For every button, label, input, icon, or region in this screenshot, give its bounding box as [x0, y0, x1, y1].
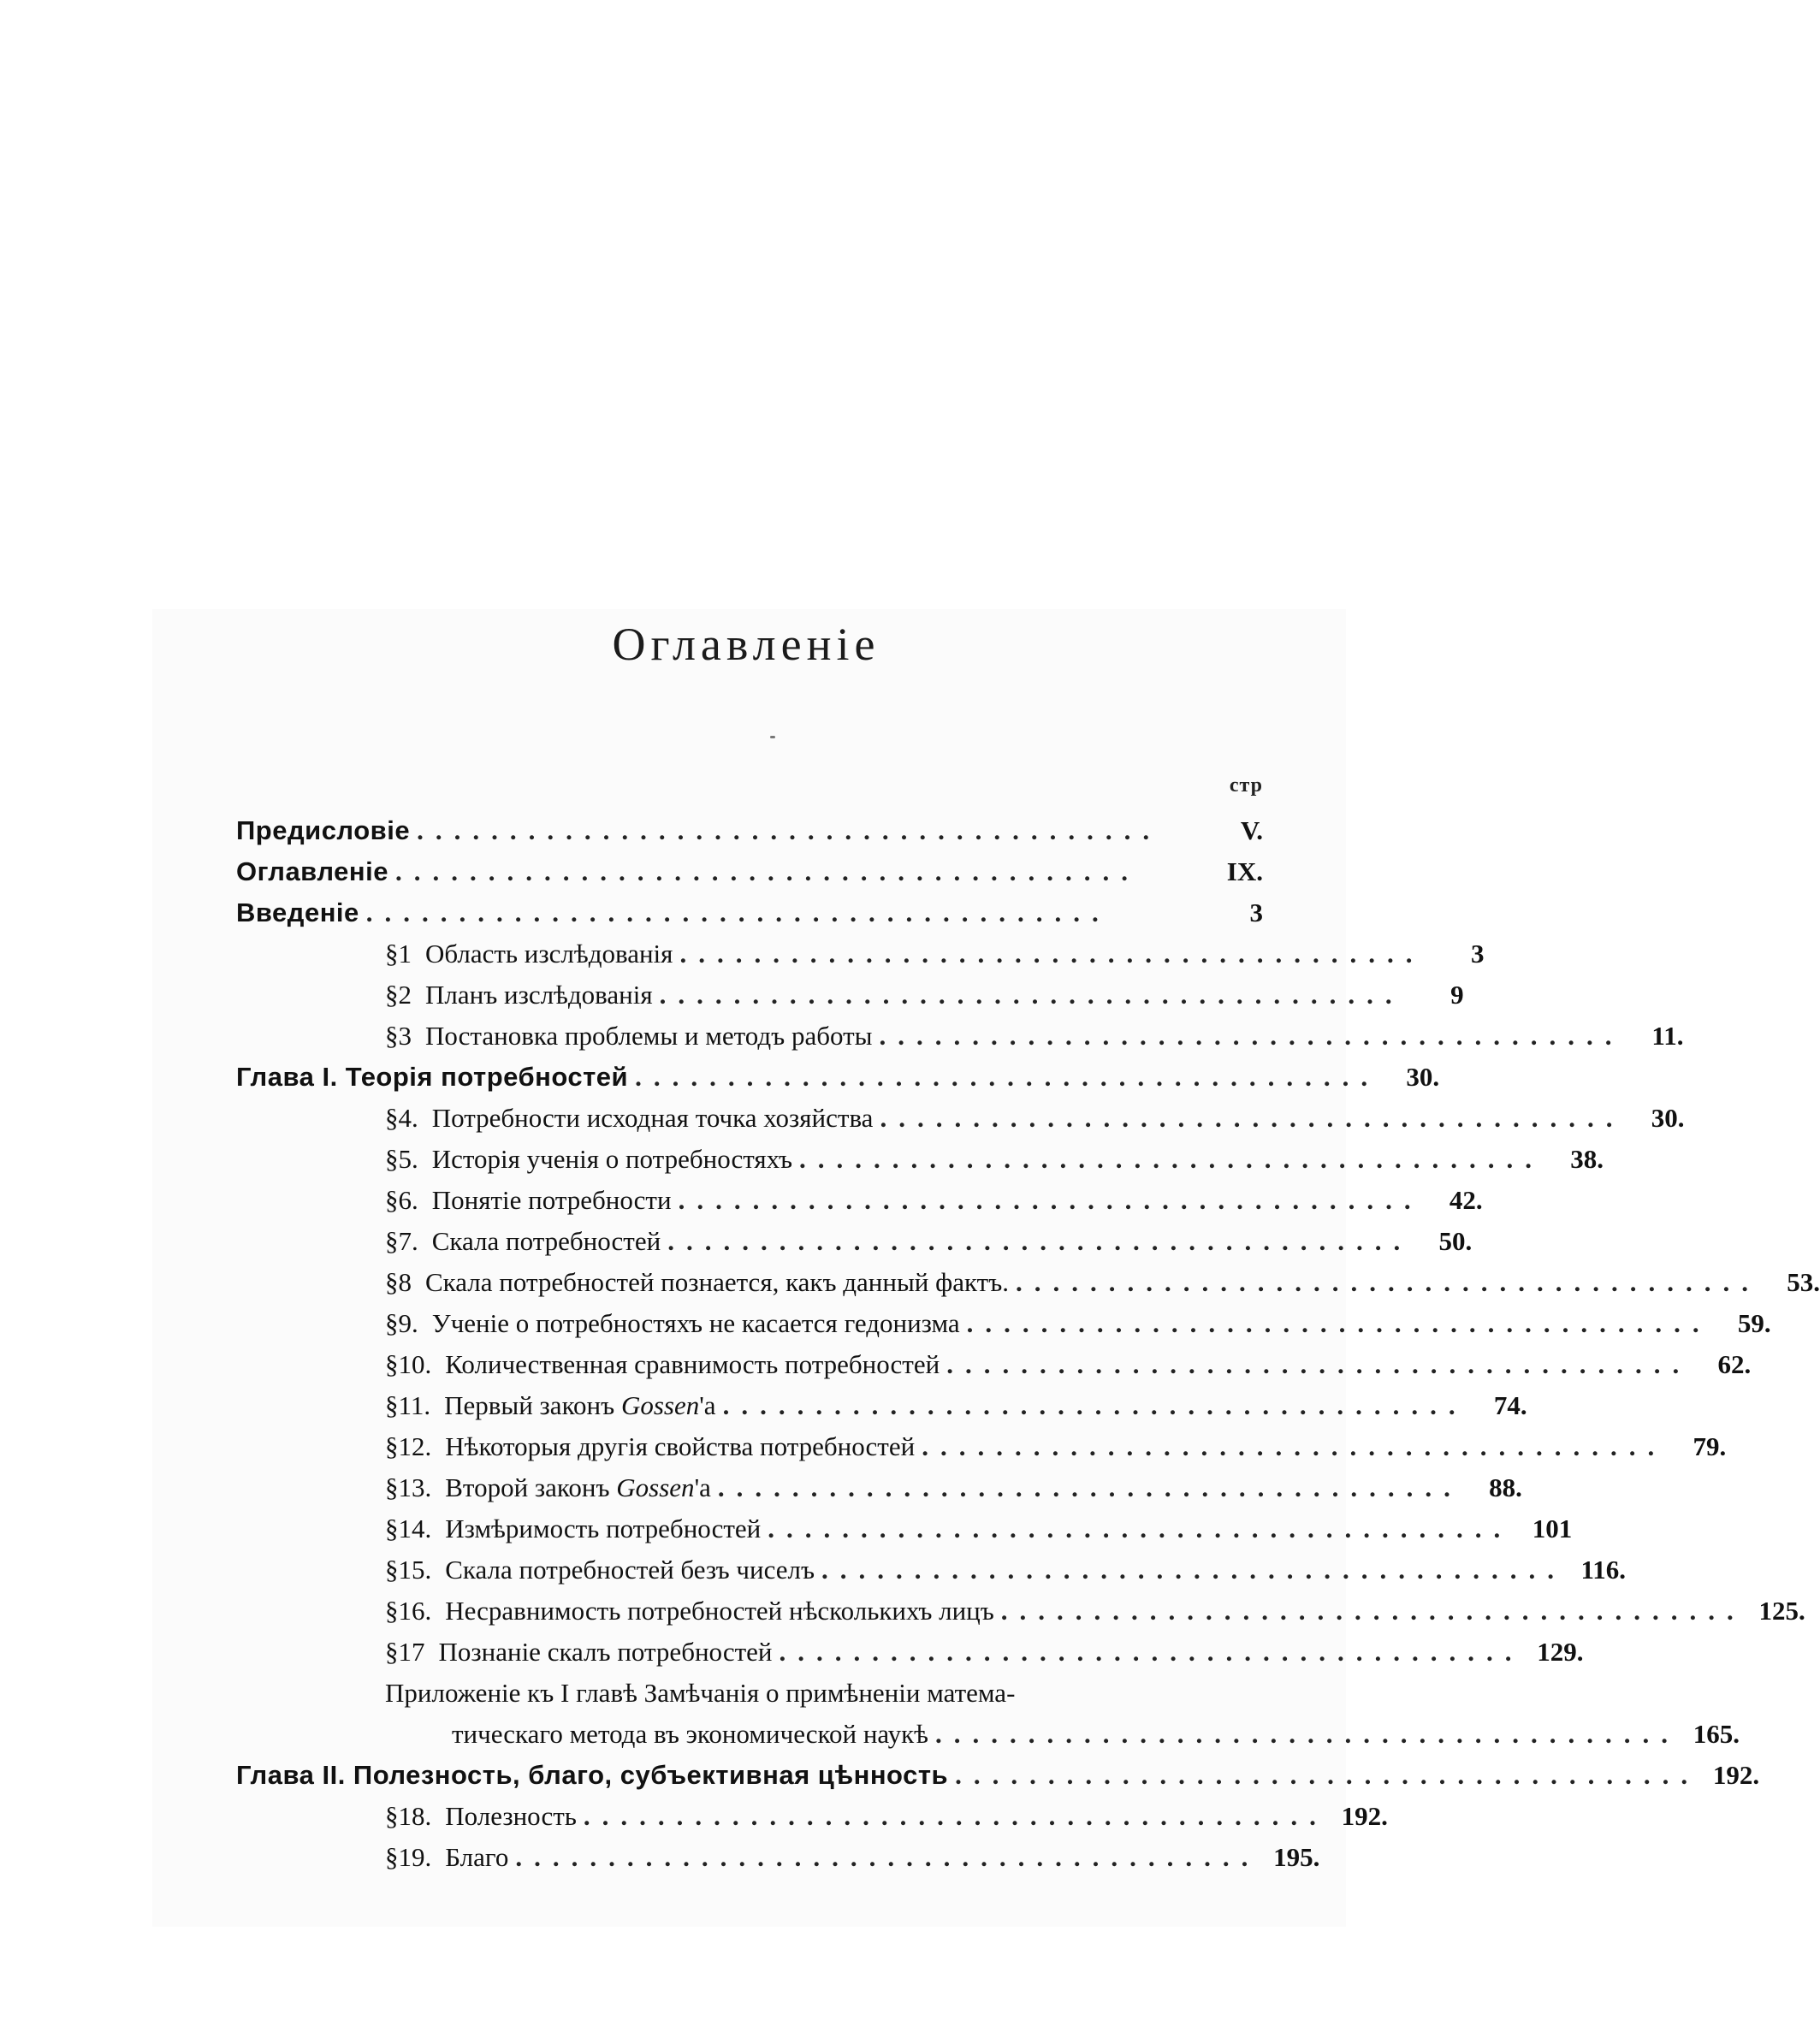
section-number: 10. [398, 1349, 432, 1379]
toc-entry-introduction[interactable] [236, 892, 1263, 933]
toc-entry-label: Второй законъ [445, 1472, 610, 1502]
section-sign: § [385, 1103, 399, 1133]
toc-entry-section-4[interactable] [385, 1098, 1685, 1139]
toc-page-number: IX. [1226, 856, 1263, 886]
dot-leader: ........................................ [717, 1472, 1462, 1502]
toc-entry-label: Количественная сравнимость потребностей [445, 1349, 940, 1379]
toc-entry-appendix-line1[interactable]: Приложеніе къ I главѣ Замѣчанія о примѣненіи матема- [385, 1678, 1016, 1708]
section-sign: § [385, 1021, 399, 1051]
dot-leader: ........................................ [394, 856, 1140, 886]
dot-leader: ........................................ [1015, 1267, 1760, 1297]
dot-leader: ........................................ [365, 898, 1111, 927]
toc-entry-label: Измѣримость потребностей [445, 1514, 762, 1543]
toc-entry-label: Глава I. Теорія потребностей [236, 1062, 629, 1092]
dot-leader: ........................................ [935, 1719, 1680, 1749]
dot-leader: ........................................ [879, 1021, 1624, 1051]
dot-leader: ........................................ [417, 815, 1162, 845]
toc-entry-label: Введеніе [236, 898, 359, 927]
page-column-label: стр [1229, 774, 1263, 797]
toc-entry-section-13[interactable] [385, 1467, 1522, 1508]
toc-entry-section-16[interactable] [385, 1591, 1805, 1632]
dot-leader: ........................................ [779, 1637, 1524, 1667]
toc-page-number: V. [1240, 815, 1263, 845]
dot-leader: ........................................ [922, 1431, 1667, 1461]
toc-entry-label: Постановка проблемы и методъ работы [425, 1021, 873, 1051]
toc-entry-label-italic: Gossen [620, 1390, 700, 1420]
toc-entry-label: Планъ изслѣдованія [425, 980, 653, 1010]
section-sign: § [385, 939, 399, 969]
section-number: 8 [398, 1267, 412, 1297]
toc-page-number: 30. [1406, 1062, 1440, 1092]
dot-leader: ........................................ [722, 1390, 1467, 1420]
section-sign: § [385, 1801, 399, 1831]
toc-entry-label: Познаніе скалъ потребностей [438, 1637, 773, 1667]
dot-leader: ........................................ [880, 1103, 1625, 1133]
toc-entry-section-19[interactable] [385, 1837, 1320, 1878]
section-number: 17 [398, 1637, 425, 1667]
toc-entry-label: Глава II. Полезность, благо, субъективная цѣнность [236, 1760, 949, 1790]
toc-page-number: 195. [1273, 1842, 1320, 1872]
section-number: 14. [398, 1514, 432, 1543]
toc-entry-section-6[interactable] [385, 1180, 1483, 1221]
toc-entry-contents[interactable] [236, 851, 1263, 892]
dot-leader: ........................................ [1000, 1596, 1746, 1626]
dot-leader: ........................................ [955, 1760, 1700, 1790]
toc-entry-section-11[interactable] [385, 1385, 1527, 1426]
toc-entry-section-5[interactable] [385, 1139, 1604, 1180]
section-sign: § [385, 1842, 399, 1872]
section-number: 5. [398, 1144, 418, 1174]
toc-page-number: 79. [1693, 1431, 1727, 1461]
toc-entry-label: тическаго метода въ экономической наукѣ [452, 1719, 928, 1749]
section-sign: § [385, 980, 399, 1010]
toc-entry-label: Первый законъ [444, 1390, 615, 1420]
toc-page-number: 38. [1570, 1144, 1604, 1174]
toc-page-number: 62. [1717, 1349, 1752, 1379]
section-sign: § [385, 1226, 399, 1256]
toc-entry-label-suffix: 'а [694, 1472, 711, 1502]
section-sign: § [385, 1472, 399, 1502]
page-title: Оглавленіе [612, 619, 880, 670]
dot-leader: ........................................ [798, 1144, 1544, 1174]
toc-entry-section-14[interactable] [385, 1508, 1573, 1549]
toc-entry-label: Оглавленіе [236, 856, 388, 886]
dot-leader: ........................................ [678, 1185, 1423, 1215]
toc-entry-label: Предисловіе [236, 815, 411, 845]
toc-page-number: 125. [1758, 1596, 1805, 1626]
toc-entry-section-1[interactable] [385, 933, 1485, 975]
section-sign: § [385, 1514, 399, 1543]
toc-entry-label: Понятіе потребности [431, 1185, 672, 1215]
toc-entry-preface[interactable] [236, 810, 1263, 851]
toc-entry-label-italic: Gossen [616, 1472, 695, 1502]
toc-entry-label: Скала потребностей [431, 1226, 661, 1256]
section-sign: § [385, 1390, 399, 1420]
dot-leader: ........................................ [583, 1801, 1328, 1831]
section-sign: § [385, 1555, 399, 1585]
dot-leader: ........................................ [821, 1555, 1567, 1585]
section-number: 9. [398, 1308, 418, 1338]
toc-entry-section-7[interactable] [385, 1221, 1473, 1262]
section-number: 3 [398, 1021, 412, 1051]
section-number: 19. [398, 1842, 432, 1872]
section-number: 18. [398, 1801, 432, 1831]
toc-page-number: 165. [1693, 1719, 1740, 1749]
toc-entry-label: Благо [445, 1842, 509, 1872]
dot-leader: ........................................ [515, 1842, 1260, 1872]
section-number: 12. [398, 1431, 432, 1461]
toc-page-number: 53. [1787, 1267, 1820, 1297]
toc-entry-section-8[interactable] [385, 1262, 1820, 1303]
toc-entry-section-3[interactable] [385, 1016, 1684, 1057]
section-number: 15. [398, 1555, 432, 1585]
toc-entry-label-suffix: 'а [699, 1390, 716, 1420]
section-sign: § [385, 1596, 399, 1626]
toc-entry-label: Потребности исходная точка хозяйства [431, 1103, 874, 1133]
toc-page-number: 42. [1449, 1185, 1483, 1215]
section-sign: § [385, 1185, 399, 1215]
toc-page-number: 192. [1712, 1760, 1760, 1790]
dot-leader: ........................................ [966, 1308, 1711, 1338]
toc-page-number: 74. [1493, 1390, 1527, 1420]
section-number: 13. [398, 1472, 432, 1502]
section-number: 4. [398, 1103, 418, 1133]
toc-entry-label: Исторія ученія о потребностяхъ [431, 1144, 792, 1174]
toc-page-number: 3 [1249, 898, 1263, 927]
toc-page-number: 116. [1580, 1555, 1627, 1585]
toc-entry-chapter-1[interactable] [236, 1057, 1440, 1098]
section-sign: § [385, 1144, 399, 1174]
toc-entry-label: Скала потребностей безъ чиселъ [445, 1555, 815, 1585]
toc-page-number: 11. [1651, 1021, 1684, 1051]
section-number: 6. [398, 1185, 418, 1215]
toc-entry-chapter-2[interactable] [236, 1755, 1760, 1796]
toc-entry-section-2[interactable] [385, 975, 1464, 1016]
toc-entry-label: Скала потребностей познается, какъ данный фактъ. [425, 1267, 1009, 1297]
toc-page-number: 59. [1737, 1308, 1771, 1338]
section-sign: § [385, 1349, 399, 1379]
toc-entry-section-9[interactable] [385, 1303, 1771, 1344]
toc-entry-label: Ученіе о потребностяхъ не касается гедонизма [431, 1308, 960, 1338]
dot-leader: ........................................ [635, 1062, 1380, 1092]
dot-leader: ........................................ [679, 939, 1425, 969]
section-sign: § [385, 1431, 399, 1461]
section-sign: § [385, 1267, 399, 1297]
toc-entry-section-18[interactable] [385, 1796, 1388, 1837]
toc-entry-section-10[interactable] [385, 1344, 1752, 1385]
toc-entry-appendix[interactable] [452, 1714, 1740, 1755]
section-number: 7. [398, 1226, 418, 1256]
section-sign: § [385, 1308, 399, 1338]
dot-leader: ........................................ [667, 1226, 1413, 1256]
toc-entry-label: Область изслѣдованія [425, 939, 673, 969]
toc-page-number: 88. [1489, 1472, 1522, 1502]
dot-leader: ........................................ [768, 1514, 1513, 1543]
toc-page-number: 3 [1470, 939, 1485, 969]
dot-leader: ........................................ [946, 1349, 1692, 1379]
toc-entry-section-17[interactable] [385, 1632, 1584, 1673]
dot-leader: ........................................ [659, 980, 1404, 1010]
toc-page-number: 192. [1341, 1801, 1388, 1831]
section-number: 1 [398, 939, 412, 969]
toc-entry-label: Полезность [445, 1801, 577, 1831]
section-number: 16. [398, 1596, 432, 1626]
toc-page-number: 129. [1537, 1637, 1584, 1667]
toc-entry-section-12[interactable] [385, 1426, 1727, 1467]
toc-entry-section-15[interactable] [385, 1549, 1627, 1591]
toc-page-number: 50. [1438, 1226, 1473, 1256]
toc-entry-label: Нѣкоторыя другія свойства потребностей [445, 1431, 916, 1461]
section-number: 2 [398, 980, 412, 1010]
toc-page-number: 9 [1450, 980, 1464, 1010]
section-number: 11. [398, 1390, 431, 1420]
toc-entry-label: Несравнимость потребностей нѣсколькихъ лицъ [445, 1596, 994, 1626]
toc-page-number: 101 [1532, 1514, 1573, 1543]
toc-page-number: 30. [1651, 1103, 1685, 1133]
section-sign: § [385, 1637, 399, 1667]
